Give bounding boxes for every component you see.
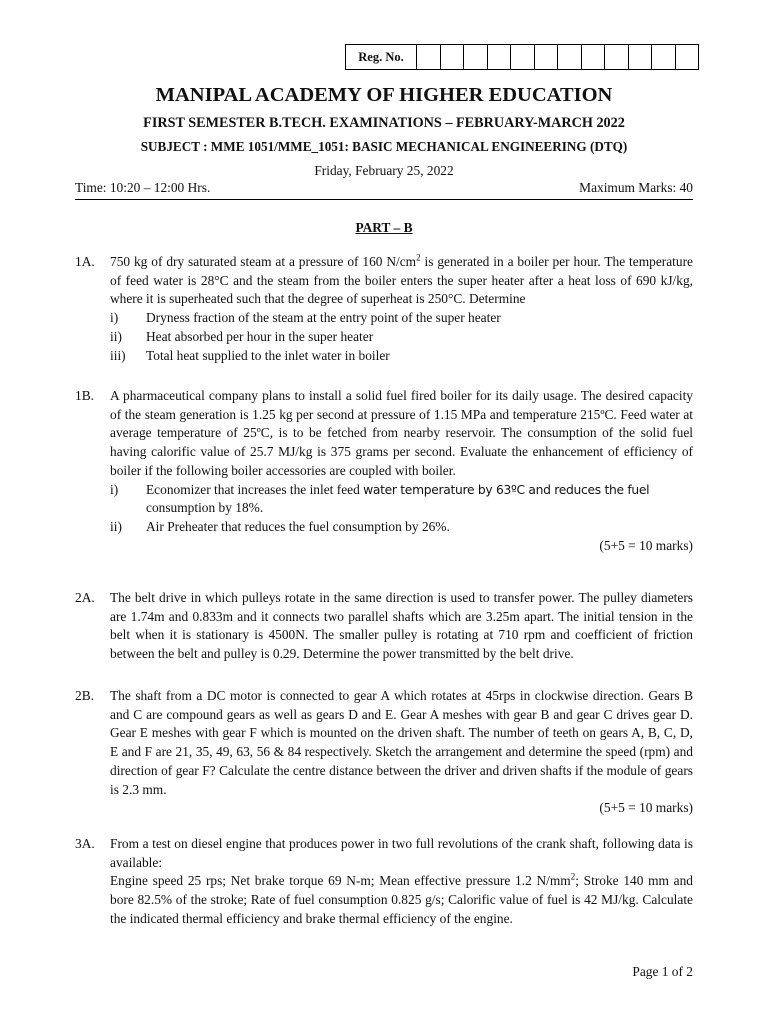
question-text: is generated in a boiler per hour. The temperature of feed water is 28°C and the steam from the boiler enters the super heater after a heat loss of 690 kJ/kg, where it is superheated such that the degree of superheat is 250°C. Determine — [110, 254, 693, 307]
sub-item — [110, 328, 693, 347]
page-number: Page 1 of 2 — [632, 964, 693, 979]
sub-item-number: ii) — [110, 328, 122, 344]
question-1a — [75, 253, 693, 365]
reg-no-label: Reg. No. — [346, 45, 417, 69]
sub-item-number: iii) — [110, 347, 126, 363]
sub-item — [110, 309, 693, 328]
sub-item-text — [146, 481, 693, 518]
superscript: 2 — [416, 252, 421, 263]
sub-item — [110, 518, 693, 537]
reg-no-cell — [488, 45, 512, 69]
question-3a — [75, 835, 693, 929]
question-body — [110, 687, 693, 818]
question-data — [110, 872, 693, 928]
sub-item — [110, 481, 693, 518]
sub-item-number: i) — [110, 481, 119, 497]
exam-date: Friday, February 25, 2022 — [314, 163, 454, 178]
time-marks-row — [75, 179, 693, 200]
reg-no-cell — [417, 45, 441, 69]
question-intro: From a test on diesel engine that produces power in two full revolutions of the crank shaft, following data is available: — [110, 836, 693, 870]
sub-item-text: Total heat supplied to the inlet water in boiler — [146, 347, 390, 363]
reg-no-cell — [582, 45, 606, 69]
part-heading: PART – B — [355, 220, 413, 235]
reg-no-cell — [629, 45, 653, 69]
reg-no-cell — [511, 45, 535, 69]
sub-item — [110, 347, 693, 366]
reg-no-cell — [535, 45, 559, 69]
maximum-marks: Maximum Marks: 40 — [579, 180, 693, 195]
sub-item-text-part: Economizer that increases the inlet feed — [146, 481, 364, 497]
question-1b — [75, 387, 693, 555]
subject-line: SUBJECT : MME 1051/MME_1051: BASIC MECHANICAL ENGINEERING (DTQ) — [140, 139, 628, 154]
question-body — [110, 387, 693, 555]
sub-item-text-part: water temperature by 63ºC and reduces the fuel — [363, 482, 650, 497]
question-number: 3A. — [75, 836, 95, 851]
exam-title: FIRST SEMESTER B.TECH. EXAMINATIONS – FEBRUARY-MARCH 2022 — [143, 115, 625, 131]
reg-no-cell — [441, 45, 465, 69]
reg-no-cell — [464, 45, 488, 69]
exam-time: Time: 10:20 – 12:00 Hrs. — [75, 180, 211, 195]
sub-item-text: Heat absorbed per hour in the super heater — [146, 328, 374, 344]
superscript: 2 — [570, 871, 576, 882]
reg-no-cell — [676, 45, 699, 69]
reg-no-box — [345, 44, 699, 70]
sub-item-text-part: consumption by 18%. — [146, 500, 264, 516]
question-text: The belt drive in which pulleys rotate in the same direction is used to transfer power. The pulley diameters are 1.74m and 0.833m and it connects two parallel shafts which are 3.25m apart. The initial tension in the belt when it is stationary is 4500N. The smaller pulley is rotating at 710 rpm and coefficient of friction between the belt and pulley is 0.29. Determine the power transmitted by the belt drive. — [110, 590, 693, 662]
question-number: 1A. — [75, 254, 95, 269]
reg-no-cell — [605, 45, 629, 69]
sub-item-text: Dryness fraction of the steam at the entry point of the super heater — [146, 310, 501, 326]
question-number: 2A. — [75, 590, 95, 605]
sub-item-number: ii) — [110, 518, 122, 534]
marks-allocation: (5+5 = 10 marks) — [599, 800, 693, 816]
marks-allocation: (5+5 = 10 marks) — [599, 537, 693, 553]
sub-item-number: i) — [110, 310, 119, 326]
question-body — [110, 835, 693, 929]
sub-item-text: Air Preheater that reduces the fuel consumption by 26%. — [146, 518, 450, 534]
question-number: 1B. — [75, 388, 94, 403]
question-body — [110, 253, 693, 365]
reg-no-cell — [652, 45, 676, 69]
question-2b — [75, 687, 693, 818]
question-text: 750 kg of dry saturated steam at a pressure of 160 N/cm — [110, 254, 417, 269]
institution-title: MANIPAL ACADEMY OF HIGHER EDUCATION — [155, 84, 613, 106]
question-text: Engine speed 25 rps; Net brake torque 69 N-m; Mean effective pressure 1.2 N/mm — [110, 873, 571, 889]
reg-no-cell — [558, 45, 582, 69]
question-2a — [75, 589, 693, 664]
question-text: The shaft from a DC motor is connected to gear A which rotates at 45rps in clockwise direction. Gears B and C are compound gears as well as gears D and E. Gear A meshes with gear B and gear C drives gear D. Gear E meshes with gear F which is mounted on the driven shaft. The number of teeth on gears A, B, C, D, E and F are 21, 35, 49, 63, 56 & 84 respectively. Sketch the arrangement and determine the speed (rpm) and direction of gear F? Calculate the centre distance between the driver and driven shafts if the module of gears is 2.3 mm. — [110, 688, 693, 797]
question-text: A pharmaceutical company plans to install a solid fuel fired boiler for its daily usage. The desired capacity of the steam generation is 1.25 kg per second at pressure of 1.15 MPa and temperature 215ºC. Feed water at average temperature of 25ºC, is to be fetched from nearby reservoir. The consumption of the solid fuel having calorific value of 25.7 MJ/kg is 375 grams per second. Evaluate the enhancement of efficiency of boiler if the following boiler accessories are coupled with boiler. — [110, 388, 693, 478]
question-text: ; Stroke 140 mm and bore 82.5% of the stroke; Rate of fuel consumption 0.825 g/s; Calorific value of fuel is 42 MJ/kg. Calculate the indicated thermal efficiency and brake thermal efficiency of the engine. — [110, 873, 693, 926]
question-number: 2B. — [75, 688, 94, 703]
